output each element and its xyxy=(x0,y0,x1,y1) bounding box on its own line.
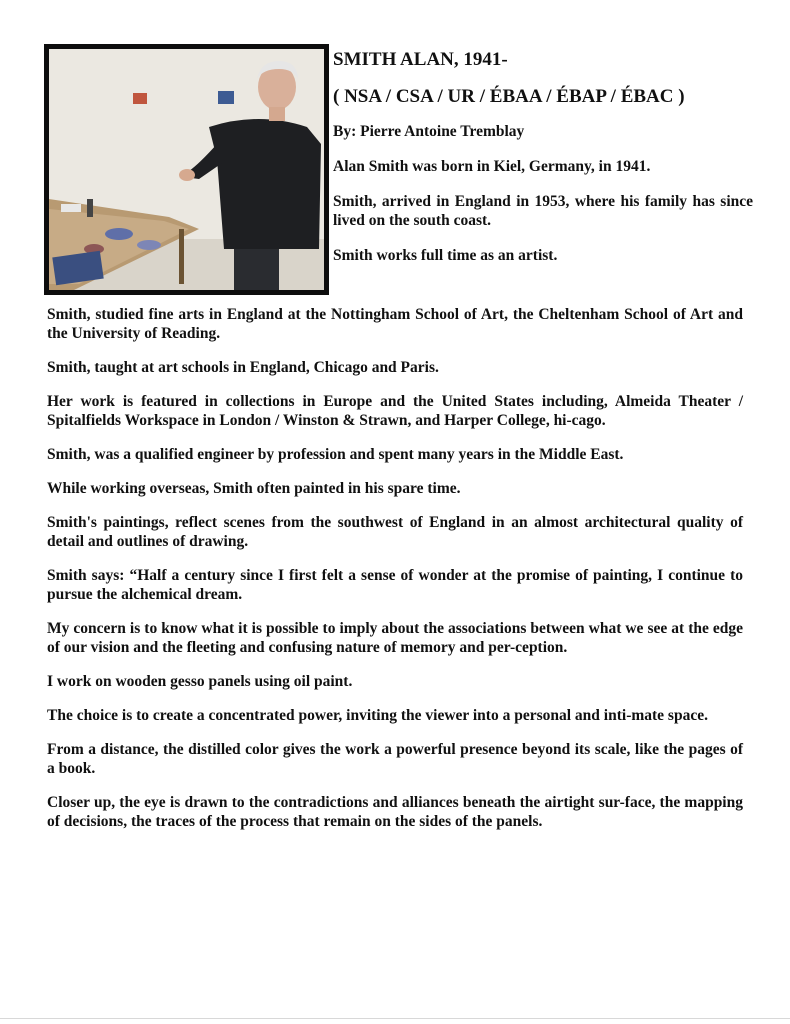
affiliations: ( NSA / CSA / UR / ÉBAA / ÉBAP / ÉBAC ) xyxy=(333,86,685,107)
body-paragraph: From a distance, the distilled color gives the work a powerful presence beyond its scale, like the pages of a book. xyxy=(47,741,743,777)
body-paragraph: Smith says: “Half a century since I first felt a sense of wonder at the promise of painting, I continue to pursue the alchemical dream. xyxy=(47,567,743,603)
body-paragraph: While working overseas, Smith often painted in his spare time. xyxy=(47,480,461,497)
body-paragraph: The choice is to create a concentrated power, inviting the viewer into a personal and inti-mate space. xyxy=(47,707,708,724)
artist-photo xyxy=(44,44,329,295)
body-paragraph: Her work is featured in collections in Europe and the United States including, Almeida Theater / Spitalfields Workspace in London / Winston & Strawn, and Harper College, hi-cago. xyxy=(47,393,743,429)
body-paragraph: Smith's paintings, reflect scenes from the southwest of England in an almost architectural quality of detail and outlines of drawing. xyxy=(47,514,743,550)
person-figure xyxy=(209,119,321,249)
body-paragraph: My concern is to know what it is possible to imply about the associations between what we see at the edge of our vision and the fleeting and confusing nature of memory and per-ception. xyxy=(47,620,743,656)
artist-name: SMITH ALAN, 1941- xyxy=(333,49,508,70)
body-paragraph: Closer up, the eye is drawn to the contradictions and alliances beneath the airtight sur-face, the mapping of decisions, the traces of the process that remain on the sides of the panels. xyxy=(47,794,743,830)
intro-paragraph: Smith, arrived in England in 1953, where his family has since lived on the south coast. xyxy=(333,193,753,229)
artist-photo-illustration xyxy=(49,49,324,290)
body-paragraph: Smith, was a qualified engineer by profession and spent many years in the Middle East. xyxy=(47,446,624,463)
small-painting-right xyxy=(218,91,234,104)
header-block xyxy=(333,44,753,265)
intro-paragraph: Alan Smith was born in Kiel, Germany, in 1941. xyxy=(333,158,651,175)
biography-body xyxy=(47,305,743,846)
scan-edge-divider xyxy=(0,1018,790,1019)
intro-paragraph: Smith works full time as an artist. xyxy=(333,247,558,264)
small-painting-left xyxy=(133,93,147,104)
body-paragraph: I work on wooden gesso panels using oil paint. xyxy=(47,673,353,690)
body-paragraph: Smith, taught at art schools in England, Chicago and Paris. xyxy=(47,359,439,376)
body-paragraph: Smith, studied fine arts in England at the Nottingham School of Art, the Cheltenham School of Art and the University of Reading. xyxy=(47,306,743,342)
byline: By: Pierre Antoine Tremblay xyxy=(333,123,525,140)
